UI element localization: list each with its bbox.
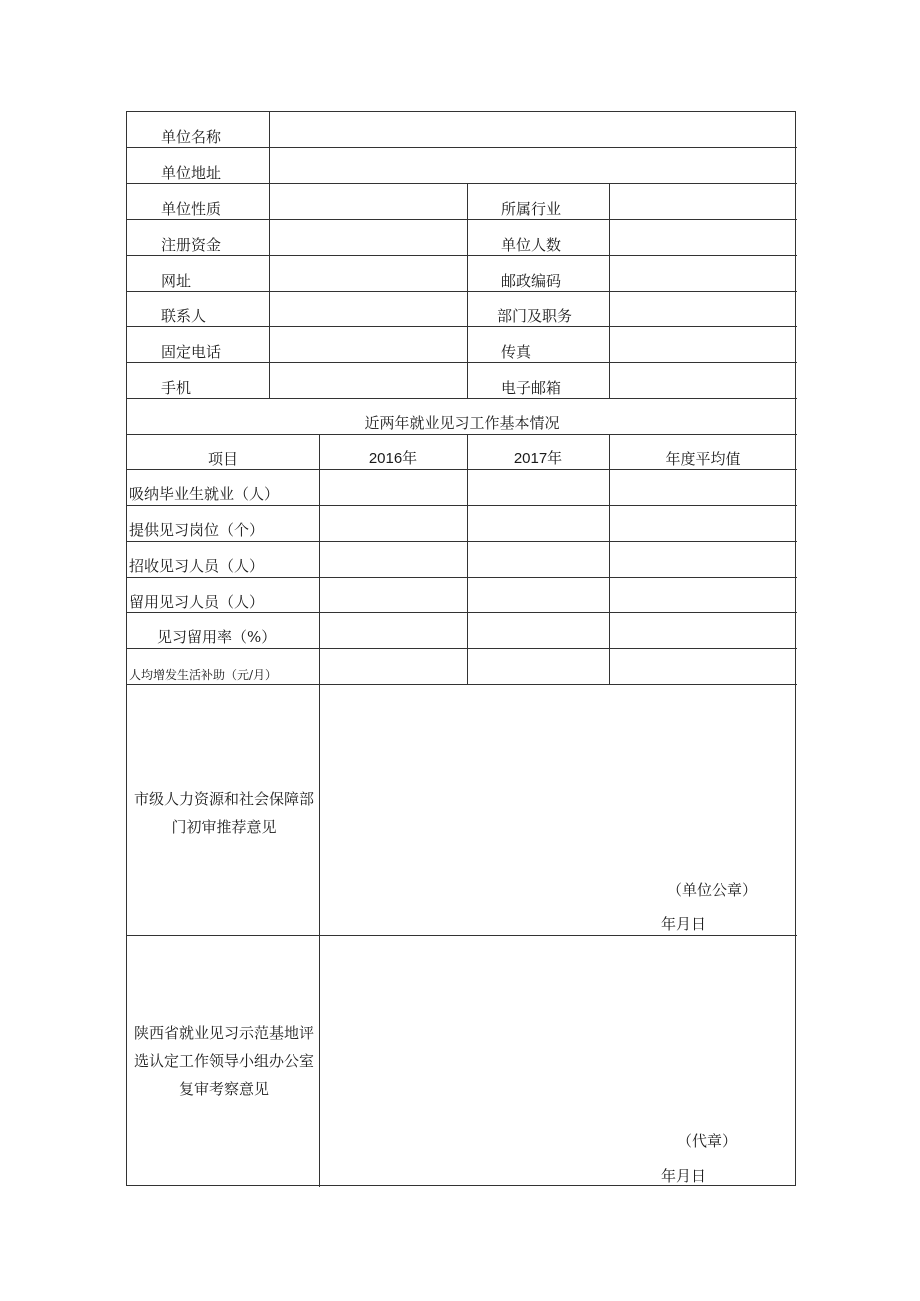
row-label-living-subsidy: 人均增发生活补助（元/月） xyxy=(129,668,278,682)
row-divider xyxy=(127,684,797,685)
application-form xyxy=(126,111,796,1186)
col-divider xyxy=(319,434,320,1187)
review1-date: 年月日 xyxy=(661,915,707,933)
label-fax: 传真 xyxy=(501,343,532,361)
label-postal-code: 邮政编码 xyxy=(501,272,562,290)
label-unit-address: 单位地址 xyxy=(161,164,222,182)
row-divider xyxy=(127,398,797,399)
row-divider xyxy=(127,469,797,470)
review2-date: 年月日 xyxy=(661,1167,707,1185)
row-divider xyxy=(127,505,797,506)
col-divider xyxy=(467,183,468,398)
col-divider xyxy=(269,112,270,398)
row-divider xyxy=(127,255,797,256)
row-divider xyxy=(127,541,797,542)
review1-seal: （单位公章） xyxy=(667,881,758,899)
label-industry: 所属行业 xyxy=(501,200,562,218)
row-divider xyxy=(127,612,797,613)
label-landline: 固定电话 xyxy=(161,343,222,361)
label-unit-name: 单位名称 xyxy=(161,128,222,146)
review1-label: 市级人力资源和社会保障部门初审推荐意见 xyxy=(133,790,314,836)
label-staff-count: 单位人数 xyxy=(501,236,562,254)
row-label-graduates-hired: 吸纳毕业生就业（人） xyxy=(129,485,280,503)
col-divider xyxy=(609,434,610,684)
row-divider xyxy=(127,935,797,936)
label-email: 电子邮箱 xyxy=(501,379,562,397)
row-label-interns-recruited: 招收见习人员（人） xyxy=(129,557,265,575)
col-divider xyxy=(609,183,610,398)
header-2017: 2017年 xyxy=(513,450,563,467)
section-title: 近两年就业见习工作基本情况 xyxy=(364,414,560,432)
label-registered-capital: 注册资金 xyxy=(161,236,222,254)
row-divider xyxy=(127,147,797,148)
row-divider xyxy=(127,434,797,435)
review2-label: 陕西省就业见习示范基地评选认定工作领导小组办公室复审考察意见 xyxy=(133,1024,314,1098)
row-divider xyxy=(127,219,797,220)
row-divider xyxy=(127,291,797,292)
row-divider xyxy=(127,362,797,363)
review2-seal: （代章） xyxy=(677,1132,738,1150)
row-label-interns-retained: 留用见习人员（人） xyxy=(129,593,265,611)
label-unit-nature: 单位性质 xyxy=(161,200,222,218)
header-annual-average: 年度平均值 xyxy=(665,450,741,468)
row-divider xyxy=(127,577,797,578)
header-item: 项目 xyxy=(207,450,238,468)
label-mobile: 手机 xyxy=(161,379,192,397)
label-website: 网址 xyxy=(161,272,192,290)
row-divider xyxy=(127,183,797,184)
row-label-retention-rate: 见习留用率（%） xyxy=(157,628,277,646)
row-divider xyxy=(127,648,797,649)
label-contact: 联系人 xyxy=(161,307,207,325)
col-divider xyxy=(467,434,468,684)
row-label-internship-posts: 提供见习岗位（个） xyxy=(129,521,265,539)
label-dept-position: 部门及职务 xyxy=(497,307,573,325)
header-2016: 2016年 xyxy=(368,450,418,467)
row-divider xyxy=(127,326,797,327)
